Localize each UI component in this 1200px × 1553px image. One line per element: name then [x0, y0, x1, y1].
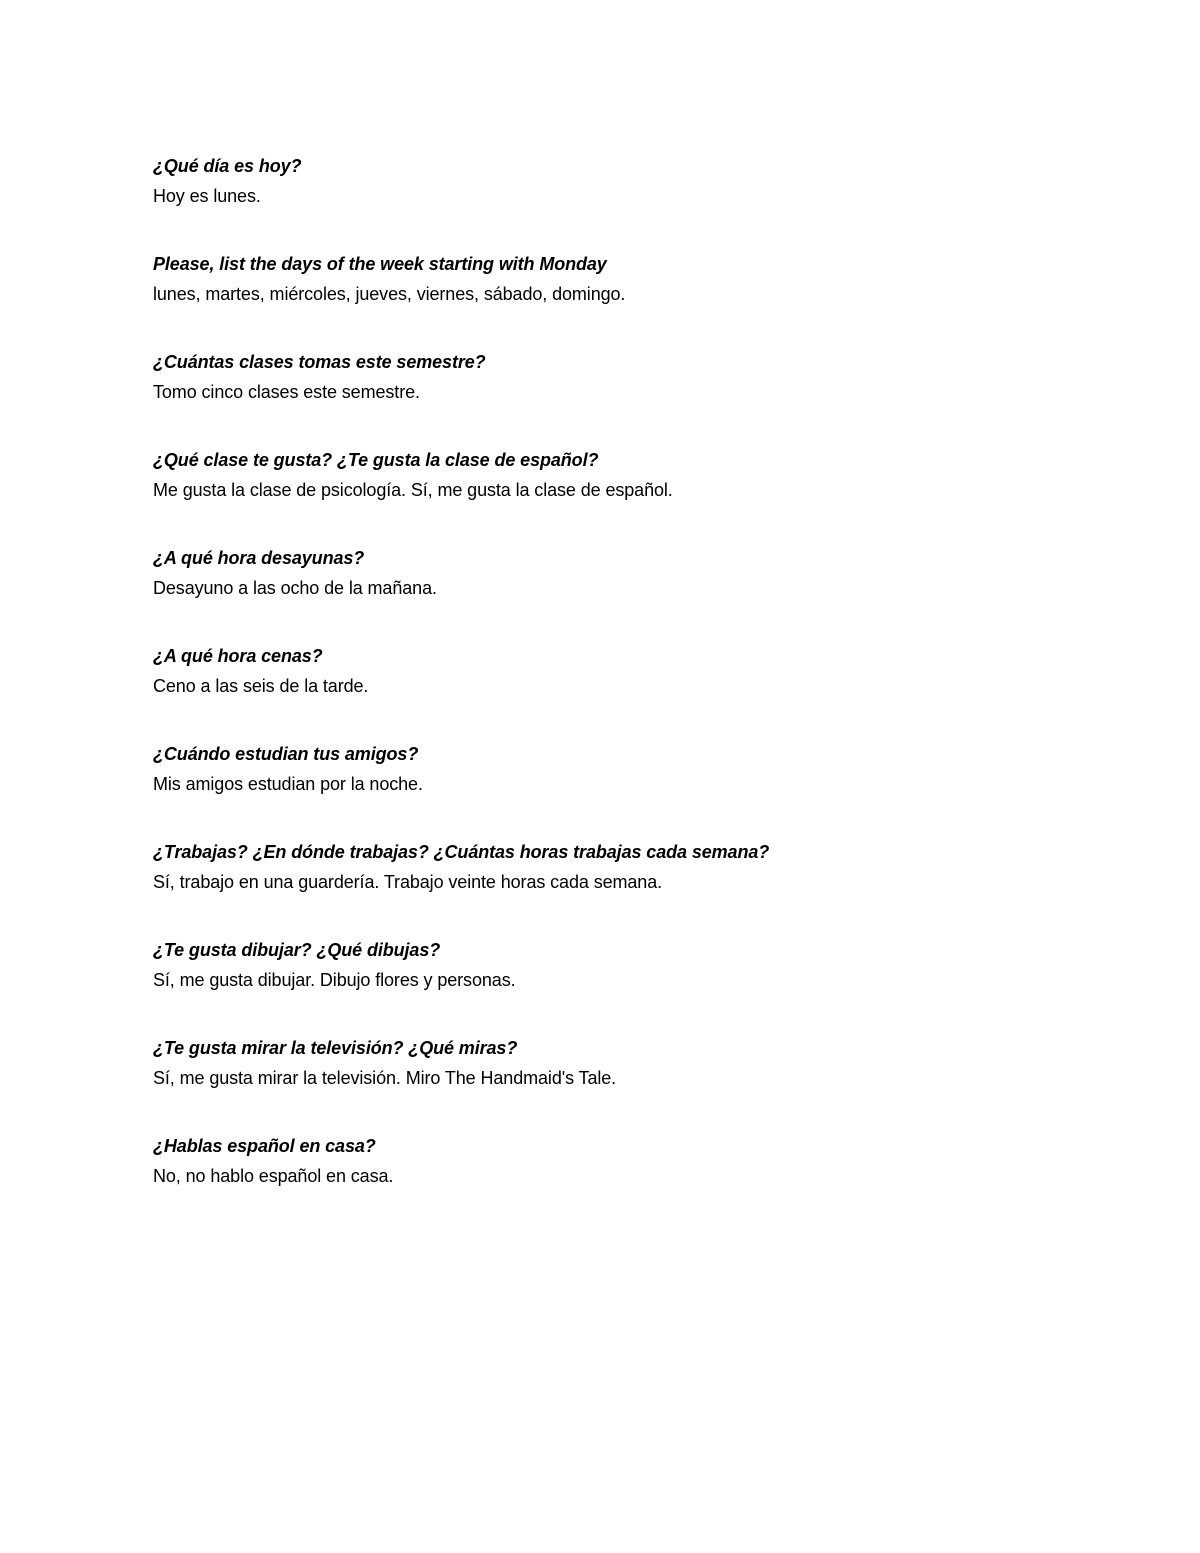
- question-text: Please, list the days of the week starting with Monday: [153, 254, 607, 274]
- answer-text: Sí, trabajo en una guardería. Trabajo veinte horas cada semana.: [153, 872, 663, 892]
- qa-item: [153, 641, 1103, 739]
- answer-text: Sí, me gusta mirar la televisión. Miro The Handmaid's Tale.: [153, 1068, 617, 1088]
- question-text: ¿Cuántas clases tomas este semestre?: [153, 352, 486, 372]
- qa-item: [153, 249, 1103, 347]
- question-text: ¿Trabajas? ¿En dónde trabajas? ¿Cuántas horas trabajas cada semana?: [153, 842, 770, 862]
- qa-item: [153, 837, 1103, 935]
- answer-text: Desayuno a las ocho de la mañana.: [153, 578, 437, 598]
- answer-text: Hoy es lunes.: [153, 186, 261, 206]
- question-text: ¿Qué clase te gusta? ¿Te gusta la clase de español?: [153, 450, 599, 470]
- question-text: ¿Qué día es hoy?: [153, 156, 302, 176]
- qa-item: [153, 347, 1103, 445]
- answer-text: Ceno a las seis de la tarde.: [153, 676, 369, 696]
- answer-text: No, no hablo español en casa.: [153, 1166, 394, 1186]
- answer-text: Tomo cinco clases este semestre.: [153, 382, 420, 402]
- answer-text: Mis amigos estudian por la noche.: [153, 774, 423, 794]
- qa-item: [153, 739, 1103, 837]
- question-text: ¿Te gusta mirar la televisión? ¿Qué miras?: [153, 1038, 518, 1058]
- question-text: ¿A qué hora desayunas?: [153, 548, 365, 568]
- question-text: ¿Te gusta dibujar? ¿Qué dibujas?: [153, 940, 441, 960]
- answer-text: Me gusta la clase de psicología. Sí, me gusta la clase de español.: [153, 480, 673, 500]
- question-text: ¿Cuándo estudian tus amigos?: [153, 744, 419, 764]
- qa-item: [153, 445, 1103, 543]
- answer-text: Sí, me gusta dibujar. Dibujo flores y personas.: [153, 970, 516, 990]
- qa-item: [153, 151, 1103, 249]
- qa-item: [153, 1033, 1103, 1131]
- qa-item: [153, 543, 1103, 641]
- question-answer-list: [153, 151, 1103, 1229]
- question-text: ¿A qué hora cenas?: [153, 646, 323, 666]
- question-text: ¿Hablas español en casa?: [153, 1136, 376, 1156]
- qa-item: [153, 1131, 1103, 1229]
- answer-text: lunes, martes, miércoles, jueves, viernes, sábado, domingo.: [153, 284, 626, 304]
- qa-item: [153, 935, 1103, 1033]
